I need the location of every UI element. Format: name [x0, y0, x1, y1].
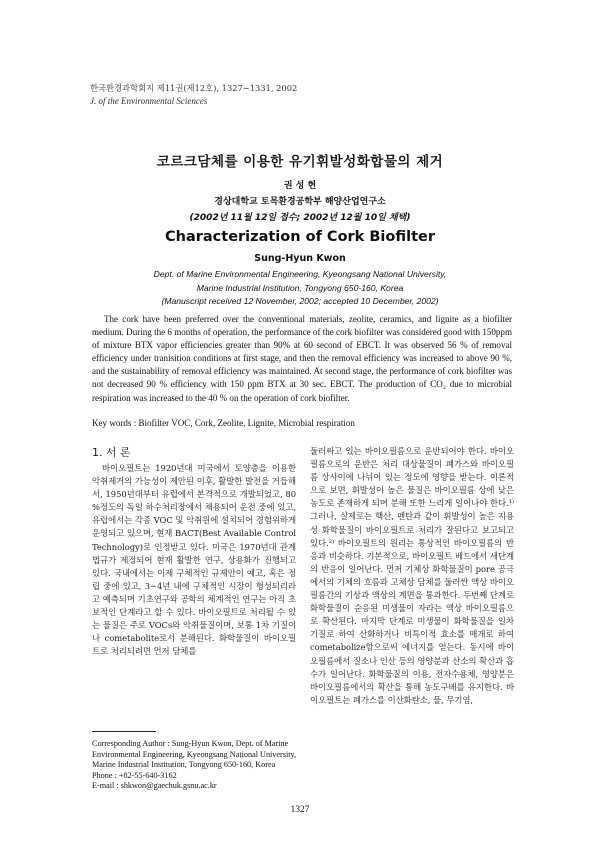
footnote-email: E-mail : shkwon@gaechuk.gsnu.ac.kr	[92, 781, 217, 790]
korean-author: 권 성 현	[283, 181, 317, 191]
corresponding-author-footnote	[92, 739, 302, 792]
affiliation-line: Marine Industrial Institution, Tongyong 650-160, Korea	[196, 282, 404, 293]
korean-title: 코르크담체를 이용한 유기휘발성화합물의 제거	[156, 154, 444, 170]
body-paragraph: 바이오필트는 1920년대 미국에서 토양층을 이용한 악취제거의 가능성이 제안된 이후, 활발한 발전을 거듭해서, 1950년대부터 유럽에서 본격적으로 개발되었고, 80 %정도의 독일 하수처리장에서 채용되어 운전 중에 있고, 유럽에서는 각종 VOC 및 악취원에 설치되어 경험위하게 운영되고 있으며, 현재 BACT(Best Available Control Technology)로 인정받고 있다. 미국은 1970년대 관계법규가 제정되어 현재 활발한 연구, 상용화가 진행되고 있다. 국내에서는 이제 구체적인 규제안이 예고, 혹은 정립 중에 있고, 3∼4년 내에 구체적인 시장이 형성되리라고 예측되며 기초연구와 공학의 체계적인 연구는 아직 초보적인 단계라고 할 수 있다. 바이오필트로 처리될 수 있는 물질은 주로 VOCs와 악취물질이며, 보통 1차 기질이나 cometabolite로서 분해된다. 화학물질이 바이오필트로 처리되려면 먼저 담체를	[92, 463, 296, 657]
manuscript-dates: (Manuscript received 12 November, 2002; accepted 10 December, 2002)	[161, 296, 439, 306]
korean-received-date: (2002년 11월 12일 접수; 2002년 12월 10일 채택)	[189, 213, 411, 223]
keywords: Key words : Biofilter VOC, Cork, Zeolite, Lignite, Microbial respiration	[92, 418, 355, 428]
footnote-phone: Phone : +82-55-640-3162	[92, 770, 177, 780]
footnote-line: Environmental Engineering, Kyeongsang National University,	[92, 749, 297, 759]
body-paragraph: 둘러싸고 있는 바이오필름으로 운반되어야 한다. 바이오필름으로의 운반은 처리 대상물질이 폐가스와 바이오필름 상사이에 나뉘어 있는 정도에 영향을 받는다. 이론적으로 보면, 휘발성이 높은 물질은 바이오필름 상에 낮은 농도로 존재하게 되며 분해 또한 느리게 일어나야 한다.¹⁾ 그러나, 실제로는 핵산, 펜탄과 같이 휘발성이 높은 지용성 화학물질이 바이오필트로 처리가 잘된다고 보고되고 있다.²⁾ 바이오필트의 원리는 통상적인 바이오필름의 반응과 비슷하다. 기본적으로, 바이오필트 베드에서 세단계의 반응이 일어난다. 먼저 기체상 화학물질이 pore 공극에서의 기체의 흐름과 고체상 담체를 둘러싼 액상 바이오필름간의 기상과 액상의 계면을 통과한다. 두번째 단계로 화학물질이 순응된 미생물이 자라는 액상 바이오필름으로 확산된다. 마지막 단계로 미생물이 화학물질을 일차 기질로 하여 산화하거나 비특이적 효소를 매개로 하여 cometabolize함으로써 에너지를 얻는다. 동시에 바이오필름에서 질소나 인산 등의 영양분과 산소의 확산과 흡수가 일어난다. 화학물질의 이용, 전자수용체, 영양분은 바이오필름에서의 확산을 통해 농도구배를 유지한다. 바이오필트는 폐가스를 이산화탄소, 물, 무기염,	[310, 446, 514, 705]
footnote-line: Marine Industrial Institution, Tongyong 650-160, Korea	[92, 760, 276, 769]
journal-name: J. of the Environmental Sciences	[90, 96, 208, 106]
body-column-right	[310, 445, 514, 707]
section-heading: 1. 서 론	[92, 446, 131, 459]
english-author: Sung-Hyun Kwon	[254, 253, 346, 264]
footnote-line: Corresponding Author : Sung-Hyun Kwon, Dept. of Marine	[92, 739, 289, 748]
korean-affiliation: 경상대학교 토목환경공학부 해양산업연구소	[214, 197, 386, 207]
body-column-left	[92, 445, 296, 658]
english-affiliation	[0, 268, 600, 309]
footnote-divider	[92, 731, 156, 732]
journal-citation: 한국환경과학회지 제11권(제12호), 1327∼1331, 2002	[90, 83, 298, 93]
english-title: Characterization of Cork Biofilter	[164, 229, 435, 245]
page-number: 1327	[290, 805, 310, 815]
abstract: The cork have been preferred over the conventional materials, zeolite, ceramics, and lignite as a biofilter medium. During the 6 months of operation, the performance of the cork biofilter was considered good with 150ppm of mixture BTX vapor efficiencies greater than 90% at 60 second of EBCT. It was observed 56 % of removal efficiency under tranisition conditions at first stage, and then the removal efficiency was increased to above 90 %, and the sustainability of removal efficiency was maintained. At second stage, the performance of cork biofilter was not decreased 90 % efficiency with 150 ppm BTX at 30 sec. EBCT. The production of CO₂ due to microbial respiration was increased to the 40 % on the operation of cork biofilter.	[92, 314, 512, 403]
journal-header	[90, 82, 297, 108]
affiliation-line: Dept. of Marine Environmental Engineering, Kyeongsang National University,	[153, 269, 447, 279]
